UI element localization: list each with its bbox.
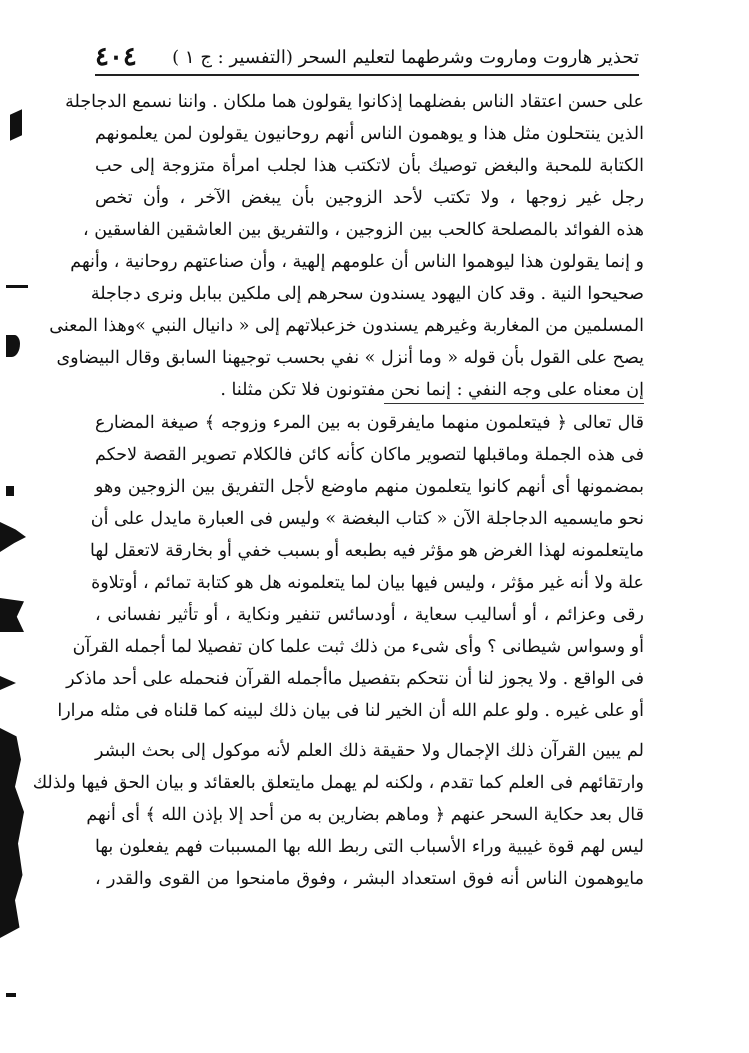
scan-blot bbox=[0, 522, 26, 552]
text-line: فى الواقع . ولا يجوز لنا أن نتحكم بتفصيل ماأجمله القرآن فنحمله على أحد ماذكر bbox=[66, 669, 644, 689]
page-header bbox=[95, 40, 639, 76]
scan-blot bbox=[6, 486, 14, 496]
text-line: إن معناه على وجه النفي : إنما نحن مفتونون فلا تكن مثلنا . bbox=[220, 380, 644, 400]
text-line: علة ولا أنه غير مؤثر ، وليس فيها بيان لما يتعلمونه هل هو كتابة تمائم ، أوتلاوة bbox=[91, 573, 644, 593]
text-line: على حسن اعتقاد الناس بفضلهما إذكانوا يقولون هما ملكان . واننا نسمع الدجاجلة bbox=[65, 92, 644, 112]
scan-blot bbox=[10, 109, 22, 141]
text-line: رجل غير زوجها ، ولا تكتب لأحد الزوجين بأن يبغض الآخر ، وأن تخص bbox=[95, 188, 644, 208]
scan-blot bbox=[0, 676, 16, 690]
paragraph-spacer bbox=[95, 727, 644, 735]
text-line: قال بعد حكاية السحر عنهم ﴿ وماهم بضارين به من أحد إلا بإذن الله ﴾ أى أنهم bbox=[86, 805, 644, 825]
text-line: ليس لهم قوة غيبية وراء الأسباب التى ربط الله بها المسببات فهم يفعلون بها bbox=[95, 837, 644, 857]
text-line: يصح على القول بأن قوله « وما أنزل » نفي بحسب توجيهنا السابق وقال البيضاوى bbox=[56, 348, 644, 368]
text-line: الكتابة للمحبة والبغض توصيك بأن لاتكتب هذا لجلب امرأة متزوجة إلى حب bbox=[95, 156, 644, 176]
scan-blot bbox=[0, 728, 30, 938]
text-line: المسلمين من المغاربة وغيرهم يسندون خزعبلاتهم إلى « دانيال النبي »وهذا المعنى bbox=[49, 316, 644, 336]
text-line: رقى وعزائم ، أو أساليب سعاية ، أودسائس تنفير ونكاية ، أو تأثير نفسانى ، bbox=[95, 605, 644, 625]
scan-blot bbox=[6, 285, 28, 288]
text-line: الذين ينتحلون مثل هذا و يوهمون الناس أنهم روحانيون يقولون لمن يعلمونهم bbox=[95, 124, 644, 144]
paragraph-1 bbox=[49, 86, 644, 406]
scan-blot bbox=[0, 598, 24, 632]
text-line: فى هذه الجملة وماقبلها لتصوير ماكان كأنه كائن فالكلام تصوير القصة لاحكم bbox=[95, 445, 644, 465]
text-line: أو على غيره . ولو علم الله أن الخير لنا فى بيان ذلك لبينه كما قلناه فى مثله مرارا bbox=[57, 701, 644, 721]
text-line: أو وسواس شيطانى ؟ وأى شىء من ذلك ثبت علما كان تفصيلا لما أجمله القرآن bbox=[72, 637, 644, 657]
paragraph-2 bbox=[57, 407, 644, 727]
text-line: صحيحوا النية . وقد كان اليهود يسندون سحرهم إلى ملكين ببابل ونرى دجاجلة bbox=[90, 284, 644, 304]
paragraph-3 bbox=[32, 735, 644, 895]
text-line: و إنما يقولون هذا ليوهموا الناس أن علومهم إلهية ، وأن صناعتهم روحانية ، وأنهم bbox=[70, 252, 644, 272]
text-line: لم يبين القرآن ذلك الإجمال ولا حقيقة ذلك العلم لأنه موكول إلى بحث البشر bbox=[95, 741, 644, 761]
text-line: نحو مايسميه الدجاجلة الآن « كتاب البغضة » وليس فى العبارة مايدل على أن bbox=[90, 509, 644, 529]
text-line: بمضمونها أى أنهم كانوا يتعلمون منهم ماوضع لأجل التفريق بين الزوجين وهو bbox=[95, 477, 644, 497]
text-line: وارتقائهم فى العلم كما تقدم ، ولكنه لم يهمل مايتعلق بالعقائد و بيان الحق فيها ولذلك bbox=[32, 773, 644, 793]
running-title: تحذير هاروت وماروت وشرطهما لتعليم السحر (التفسير : ج ١ ) bbox=[172, 46, 639, 68]
page-number: ٤٠٤ bbox=[95, 42, 137, 72]
text-line: هذه الفوائد بالمصلحة كالحب بين الزوجين ، والتفريق بين العاشقين الفاسقين ، bbox=[83, 220, 644, 240]
scan-blot bbox=[6, 335, 20, 357]
text-line: مايتعلمونه لهذا الغرض هو مؤثر فيه بطبعه أو بسبب خفي أو بخارقة لاتعقل لها bbox=[90, 541, 644, 561]
scan-blot bbox=[6, 993, 16, 997]
text-line: قال تعالى ﴿ فيتعلمون منهما مايفرقون به بين المرء وزوجه ﴾ صيغة المضارع bbox=[95, 413, 644, 433]
body-text bbox=[32, 86, 644, 895]
text-line: مايوهمون الناس أنه فوق استعداد البشر ، وفوق مامنحوا من القوى والقدر ، bbox=[95, 869, 644, 889]
